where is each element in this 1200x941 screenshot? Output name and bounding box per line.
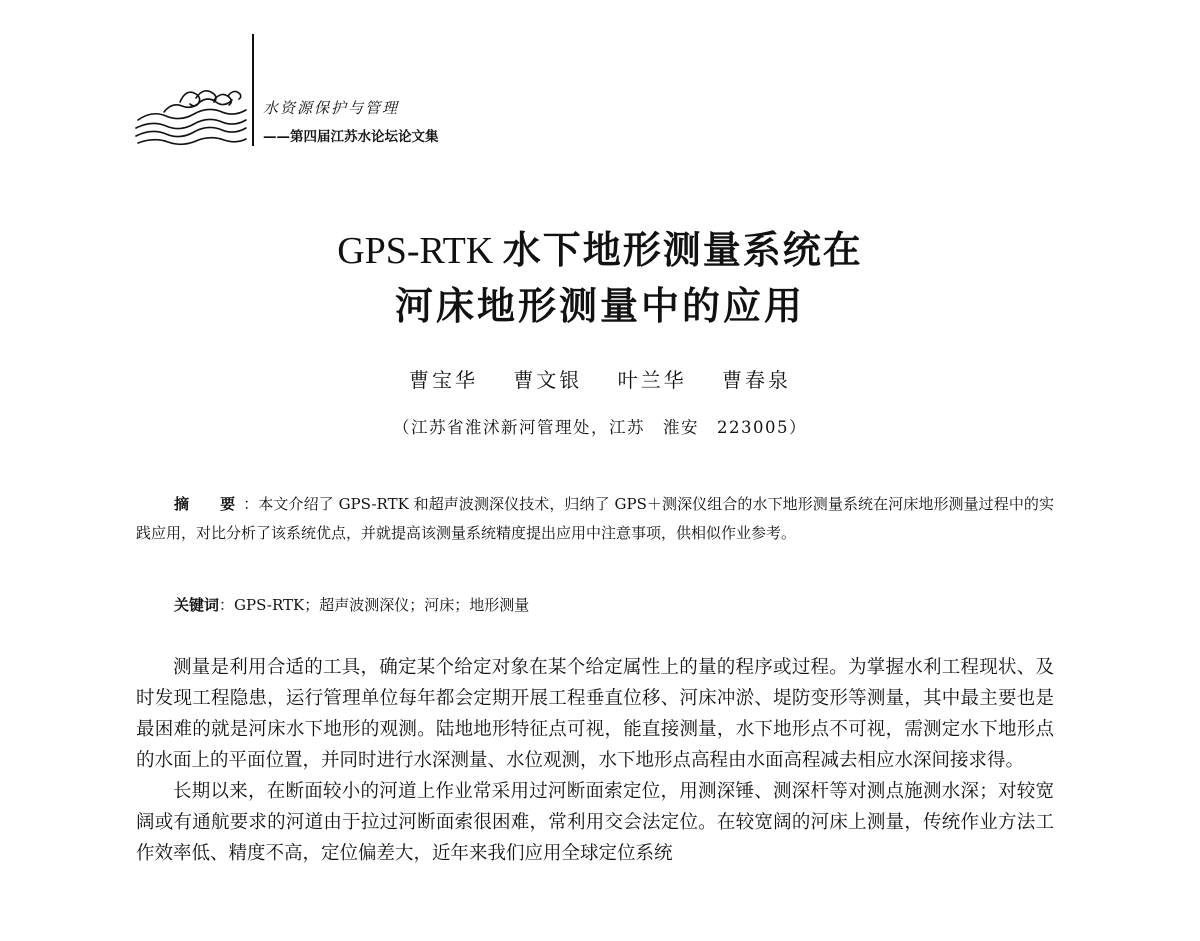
- title-latin: GPS-RTK: [337, 230, 503, 272]
- keywords: [174, 591, 529, 620]
- journal-name: 水资源保护与管理: [263, 99, 400, 117]
- title-cjk: 水下地形测量系统在: [502, 227, 863, 272]
- author-name: 叶兰华: [617, 368, 687, 392]
- paper-title-line-2: 河床地形测量中的应用: [394, 283, 805, 328]
- body-paragraph: 测量是利用合适的工具，确定某个给定对象在某个给定属性上的量的程序或过程。为掌握水利工程现状、及时发现工程隐患，运行管理单位每年都会定期开展工程垂直位移、河床冲淤、堤防变形等测量，其中最主要也是最困难的就是河床水下地形的观测。陆地地形特征点可视，能直接测量，水下地形点不可视，需测定水下地形点的水面上的平面位置，并同时进行水深测量、水位观测，水下地形点高程由水面高程减去相应水深间接求得。: [136, 657, 1054, 771]
- author-list: [0, 364, 1200, 393]
- author-name: 曹春泉: [722, 368, 792, 392]
- body-text: [136, 652, 1054, 869]
- author-name: 曹文银: [513, 368, 583, 392]
- paper-title-line-1: [0, 224, 1200, 277]
- author-name: 曹宝华: [408, 368, 478, 392]
- journal-subtitle: ——第四届江苏水论坛论文集: [263, 129, 439, 145]
- keywords-text: ：GPS-RTK；超声波测深仪；河床；地形测量: [219, 596, 530, 614]
- body-paragraph: 长期以来，在断面较小的河道上作业常采用过河断面索定位，用测深锤、测深杆等对测点施测水深；对较宽阔或有通航要求的河道由于拉过河断面索很困难，常利用交会法定位。在较宽阔的河床上测量，传统作业方法工作效率低、精度不高，定位偏差大，近年来我们应用全球定位系统: [136, 781, 1054, 864]
- abstract: [136, 490, 1054, 548]
- abstract-label: 摘 要: [174, 495, 244, 513]
- abstract-text: ：本文介绍了 GPS-RTK 和超声波测深仪技术，归纳了 GPS＋测深仪组合的水下地形测量系统在河床地形测量过程中的实践应用，对比分析了该系统优点，并就提高该测量系统精度提出应用中注意事项，供相似作业参考。: [136, 495, 1054, 542]
- header-rule: [252, 34, 254, 146]
- wave-logo-icon: [134, 82, 248, 148]
- keywords-label: 关键词: [174, 596, 220, 614]
- affiliation: （江苏省淮沭新河管理处，江苏 淮安 223005）: [393, 418, 807, 437]
